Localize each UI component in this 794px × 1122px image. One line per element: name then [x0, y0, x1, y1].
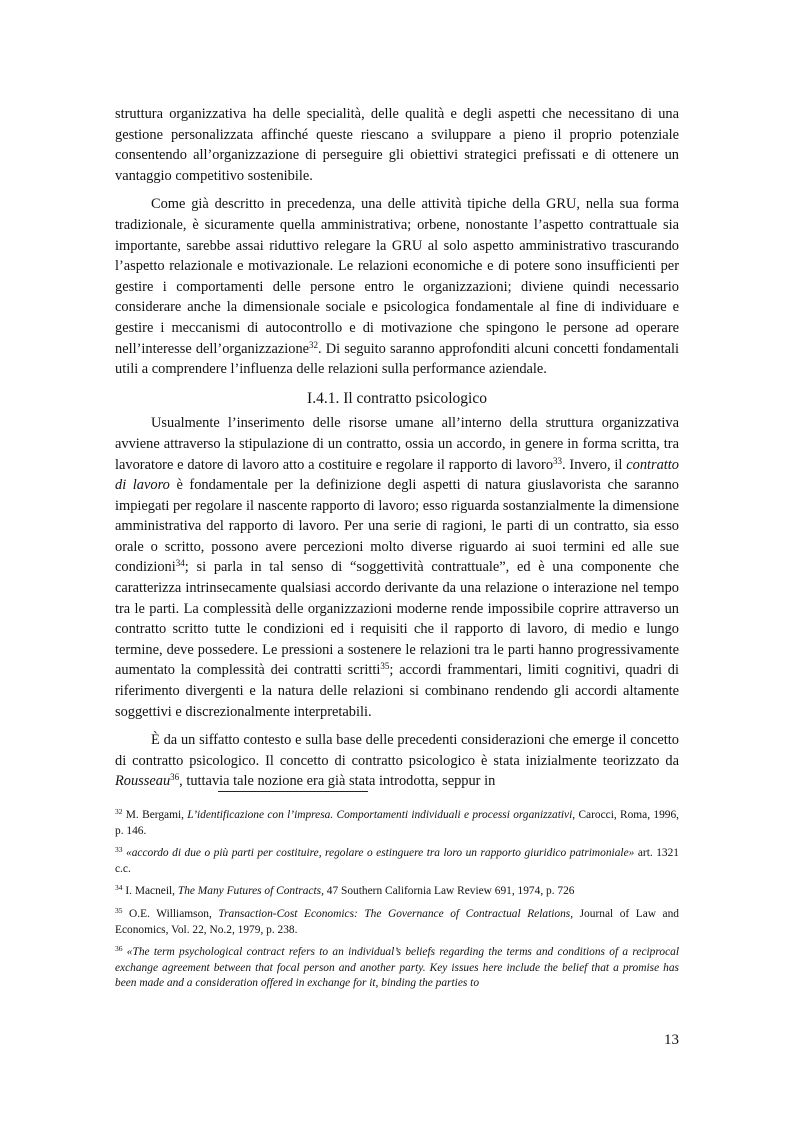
- paragraph-2: Come già descritto in precedenza, una delle attività tipiche della GRU, nella sua forma tradizionale, è sicuramente quella amministrativa; orbene, nonostante l’aspetto contrattuale sia importante, sarebbe assai riduttivo relegare la GRU al solo aspetto amministrativo trascurando l’aspetto relazionale e motivazionale. Le relazioni economiche e di potere sono insufficienti per gestire i comportamenti delle persone entro le organizzazioni; diviene quindi necessario considerare anche la dimensionale sociale e psicologica fondamentale al fine di individuare e gestire i meccanismi di autocontrollo e di motivazione che spingono le persone ad operare nell’interesse dell’organizzazione$^{32}$. Di seguito saranno approfonditi alcuni concetti fondamentali utili a comprendere l’influenza delle relazioni sulla performance aziendale.: [115, 196, 680, 378]
- section-title: I.4.1. Il contratto psicologico: [307, 389, 487, 407]
- footnote-ref-36[interactable]: 36: [170, 772, 180, 783]
- footnotes: [115, 808, 679, 999]
- paragraph-3: Usualmente l’inserimento delle risorse umane all’interno della struttura organizzativa avviene attraverso la stipulazione di un contratto, ossia un accordo, in genere in forma scritta, tra lavoratore e datore di lavoro atto a costituire e regolare il rapporto di lavoro$^{33}$. Invero, il contratto di lavoro è fondamentale per la definizione degli aspetti di natura giuslavorista che saranno impiegati per regolare il nascente rapporto di lavoro; esso riguarda sostanzialmente la dimensione amministrativa del rapporto di lavoro. Per una serie di ragioni, le parti di un contratto, sia esso orale o scritto, possono avere percezioni molto diverse riguardo ai suoi termini ed alle sue condizioni$^{34}$; si parla in tal senso di “soggettività contrattuale”, ed è una componente che caratterizza intrinsecamente qualsiasi accordo derivante da una relazione o interazione nel tempo tra le parti. La complessità delle organizzazioni moderne rende impossibile coprire attraverso un contratto scritto tutte le condizioni ed i requisiti che il rapporto di lavoro, di medio e lungo termine, deve possedere. Le pressioni a sostenere le relazioni tra le parti hanno progressivamente aumentato la complessità dei contratti scritti$^{35}$; accordi frammentari, limiti cognitivi, quadri di riferimento divergenti e la natura delle relazioni si combinano rendendo gli accordi altamente soggettivi e discrezionalmente interpretabili.: [115, 415, 679, 720]
- italic-author: Rousseau: [115, 773, 171, 790]
- page-number: 13: [664, 1032, 679, 1048]
- footnote-36: $^{36}$ «The term psychological contract refers to an individual’s beliefs regarding the terms and conditions of a reciprocal exchange agreement between that focal person and another party. Key issues here include the belief that a promise has been made and a consideration offered in exchange for it, binding the parties to: [115, 944, 679, 990]
- footnote-ref-34[interactable]: 34: [175, 558, 185, 569]
- footnote-34: $^{34}$ I. Macneil, The Many Futures of Contracts, 47 Southern California Law Review 691, 1974, p. 726: [115, 883, 575, 898]
- body-text: [115, 104, 679, 792]
- footnote-33: $^{33}$ «accordo di due o più parti per costituire, regolare o estinguere tra loro un rapporto giuridico patrimoniale» art. 1321 c.c.: [115, 845, 679, 875]
- footnote-ref-32[interactable]: 32: [309, 339, 319, 350]
- footnote-35: $^{35}$ O.E. Williamson, Transaction-Cost Economics: The Governance of Contractual Relations, Journal of Law and Economics, Vol. 22, No.2, 1979, p. 238.: [115, 905, 679, 936]
- footnote-divider: [218, 791, 368, 792]
- italic-term: contratto di lavoro: [115, 456, 679, 494]
- footnote-ref-35[interactable]: 35: [380, 661, 390, 672]
- footnote-ref-33[interactable]: 33: [553, 455, 563, 466]
- paragraph-4: È da un siffatto contesto e sulla base delle precedenti considerazioni che emerge il concetto di contratto psicologico. Il concetto di contratto psicologico è stata inizialmente teorizzato da Rousseau$^{36}$, tuttavia tale nozione era già stata introdotta, seppur in: [115, 732, 679, 790]
- paragraph-1: struttura organizzativa ha delle specialità, delle qualità e degli aspetti che necessitano di una gestione personalizzata affinché queste riescano a svilupparе a pieno il proprio potenziale consentendo all’organizzazione di perseguire gli obiettivi strategici prefissati e di ottenere un vantaggio competitivo sostenibile.: [115, 106, 679, 184]
- footnote-32: $^{32}$ M. Bergami, L’identificazione con l’impresa. Comportamenti individuali e processi organizzativi, Carocci, Roma, 1996, p. 146.: [115, 807, 680, 837]
